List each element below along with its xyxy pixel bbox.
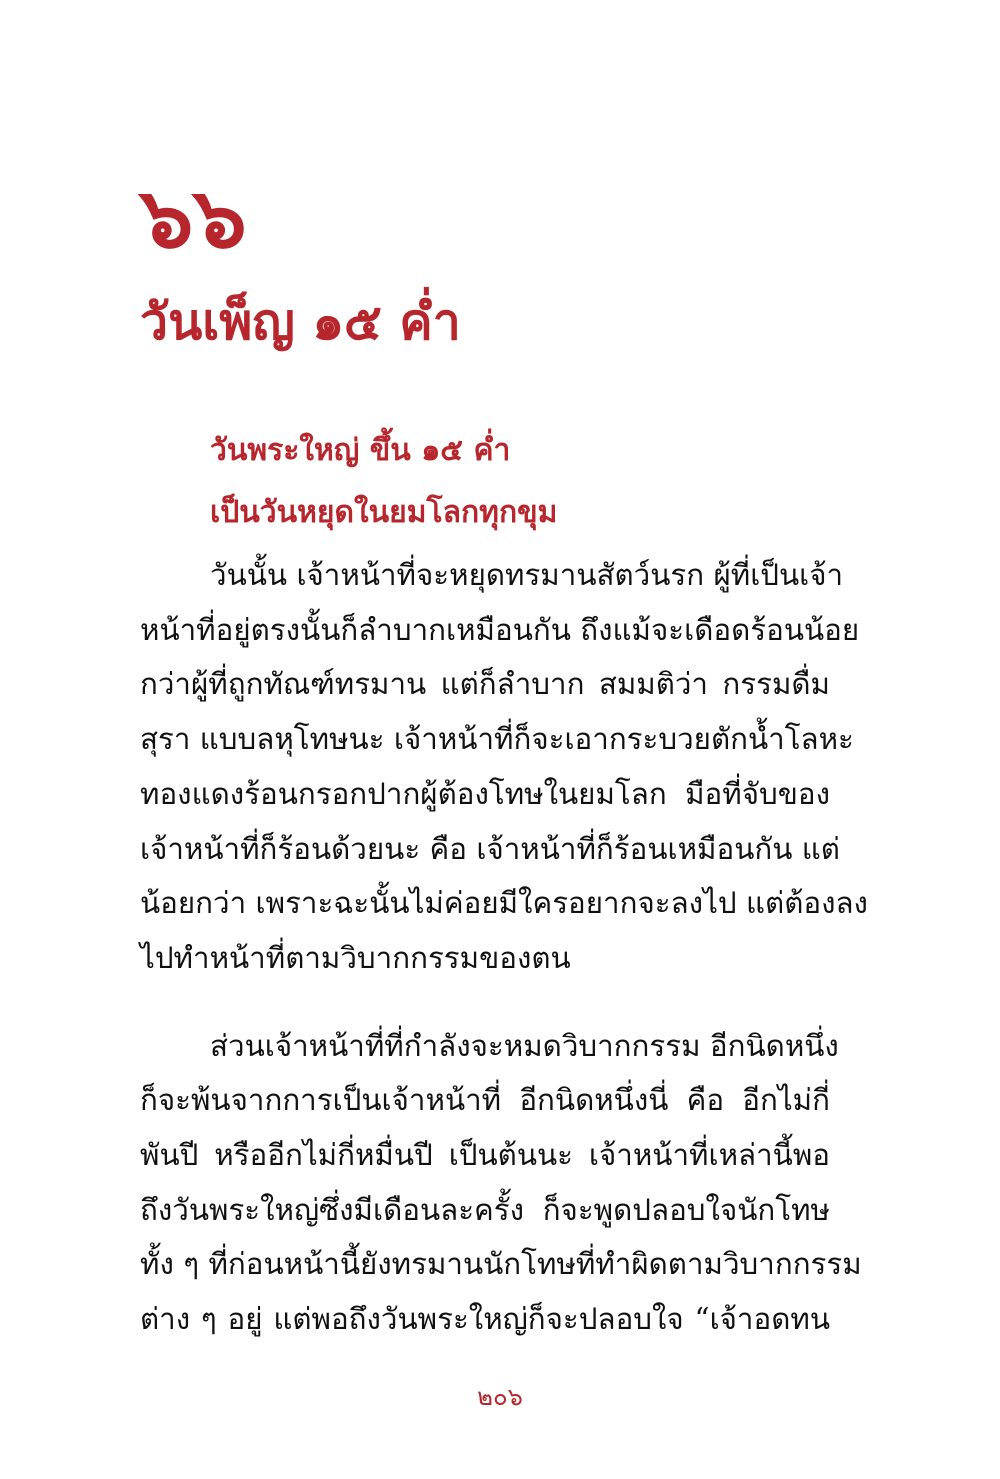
body-text [140, 548, 868, 1347]
epigraph-line: เป็นวันหยุดในยมโลกทุกขุม [210, 495, 558, 530]
text-line: ไปทำหน้าที่ตามวิบากกรรมของตน [140, 940, 571, 975]
text-line: ถึงวันพระใหญ่ซึ่งมีเดือนละครั้ง ก็จะพูดปลอบใจนักโทษ [140, 1192, 830, 1227]
text-line: เจ้าหน้าที่ก็ร้อนด้วยนะ คือ เจ้าหน้าที่ก็ร้อนเหมือนกัน แต่ [140, 831, 840, 866]
text-line: วันนั้น เจ้าหน้าที่จะหยุดทรมานสัตว์นรก ผู้ที่เป็นเจ้า [210, 558, 844, 592]
text-line: ส่วนเจ้าหน้าที่ที่กำลังจะหมดวิบากกรรม อีกนิดหนึ่ง [210, 1028, 839, 1063]
text-line: น้อยกว่า เพราะฉะนั้นไม่ค่อยมีใครอยากจะลงไป แต่ต้องลง [140, 886, 868, 921]
page-number: ๒๐๖ [477, 1383, 523, 1411]
epigraph [210, 420, 557, 544]
text-line: ก็จะพ้นจากการเป็นเจ้าหน้าที่ อีกนิดหนึ่งนี่ คือ อีกไม่กี่ [140, 1083, 830, 1118]
text-line: ทั้ง ๆ ที่ก่อนหน้านี้ยังทรมานนักโทษที่ทำผิดตามวิบากกรรม [140, 1247, 862, 1282]
text-line: ทองแดงร้อนกรอกปากผู้ต้องโทษในยมโลก มือที่จับของ [140, 776, 830, 811]
text-line: ต่าง ๆ อยู่ แต่พอถึงวันพระใหญ่ก็จะปลอบใจ “เจ้าอดทน [140, 1302, 830, 1337]
text-line: หน้าที่อยู่ตรงนั้นก็ลำบากเหมือนกัน ถึงแม้จะเดือดร้อนน้อย [140, 612, 860, 647]
chapter-title: วันเพ็ญ ๑๕ ค่ำ [140, 292, 461, 351]
text-line: พันปี หรืออีกไม่กี่หมื่นปี เป็นต้นนะ เจ้าหน้าที่เหล่านี้พอ [140, 1138, 830, 1173]
chapter-number: ๖๖ [140, 168, 247, 267]
paragraph [140, 1019, 862, 1347]
paragraph [140, 548, 868, 986]
text-line: กว่าผู้ที่ถูกทัณฑ์ทรมาน แต่ก็ลำบาก สมมติว่า กรรมดื่ม [140, 667, 830, 702]
text-line: สุรา แบบลหุโทษนะ เจ้าหน้าที่ก็จะเอากระบวยตักน้ำโลหะ [140, 722, 854, 757]
epigraph-line: วันพระใหญ่ ขึ้น ๑๕ ค่ำ [210, 433, 511, 468]
